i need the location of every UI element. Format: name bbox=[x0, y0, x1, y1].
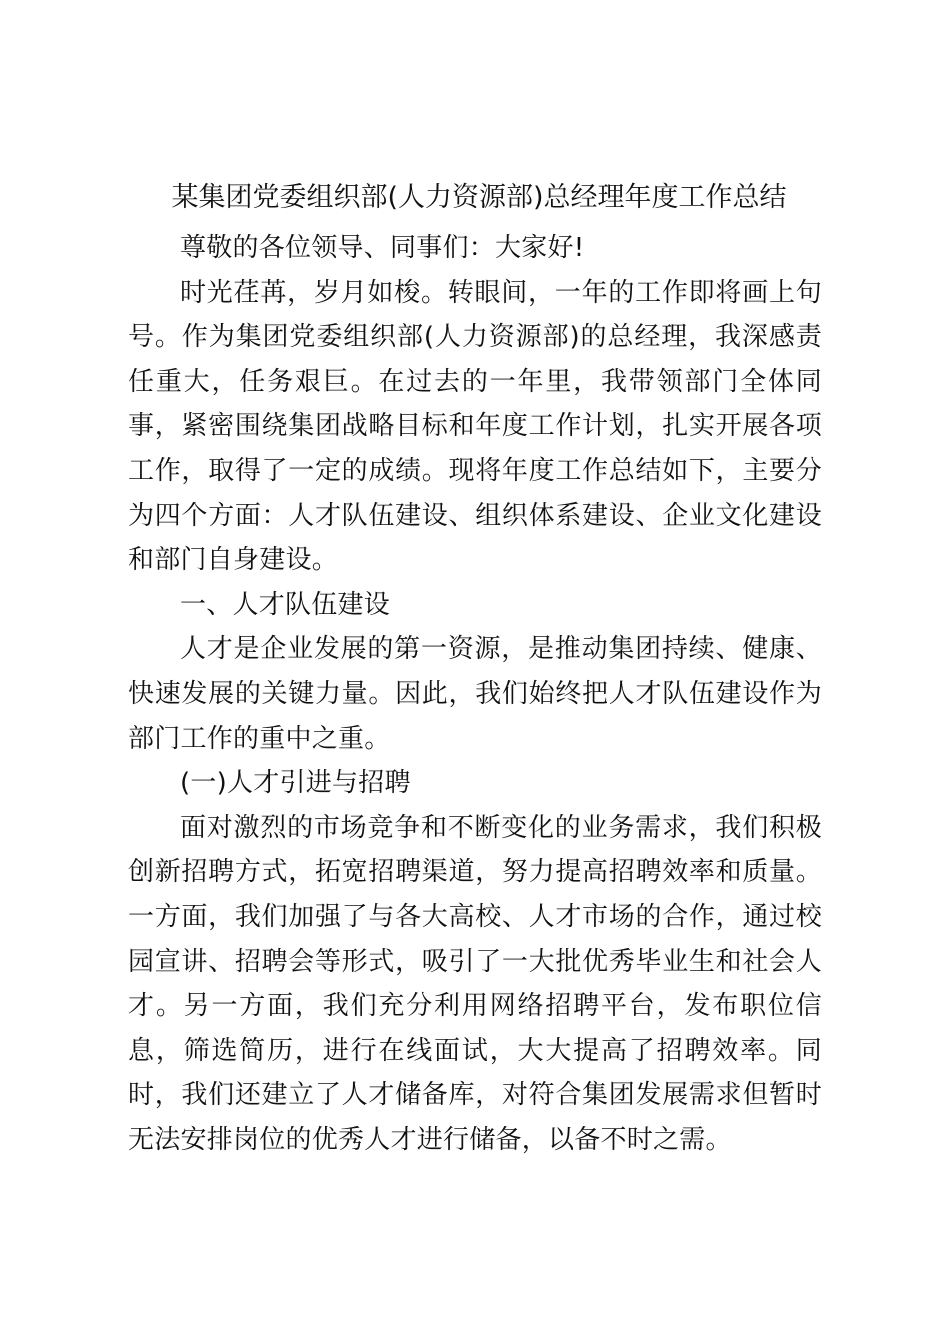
greeting-paragraph: 尊敬的各位领导、同事们：大家好! bbox=[180, 233, 585, 263]
section-heading: 一、人才队伍建设 bbox=[180, 589, 391, 620]
subsection-heading: (一)人才引进与招聘 bbox=[180, 768, 411, 799]
subsection-paragraph: 面对激烈的市场竞争和不断变化的业务需求，我们积极创新招聘方式，拓宽招聘渠道，努力提高招聘效率和质量。一方面，我们加强了与各大高校、人才市场的合作，通过校园宣讲、招聘会等形式，吸引了一大批优秀毕业生和社会人才。另一方面，我们充分利用网络招聘平台，发布职位信息，筛选简历，进行在线面试，大大提高了招聘效率。同时，我们还建立了人才储备库，对符合集团发展需求但暂时无法安排岗位的优秀人才进行储备，以备不时之需。 bbox=[128, 812, 822, 1155]
intro-paragraph: 时光荏苒，岁月如梭。转眼间，一年的工作即将画上句号。作为集团党委组织部(人力资源部)的总经理，我深感责任重大，任务艰巨。在过去的一年里，我带领部门全体同事，紧密围绕集团战略目标和年度工作计划，扎实开展各项工作，取得了一定的成绩。现将年度工作总结如下，主要分为四个方面：人才队伍建设、组织体系建设、企业文化建设和部门自身建设。 bbox=[128, 277, 822, 576]
document-body bbox=[128, 226, 822, 1162]
section-paragraph: 人才是企业发展的第一资源，是推动集团持续、健康、快速发展的关键力量。因此，我们始终把人才队伍建设作为部门工作的重中之重。 bbox=[128, 634, 822, 754]
document-title: 某集团党委组织部(人力资源部)总经理年度工作总结 bbox=[171, 182, 787, 213]
